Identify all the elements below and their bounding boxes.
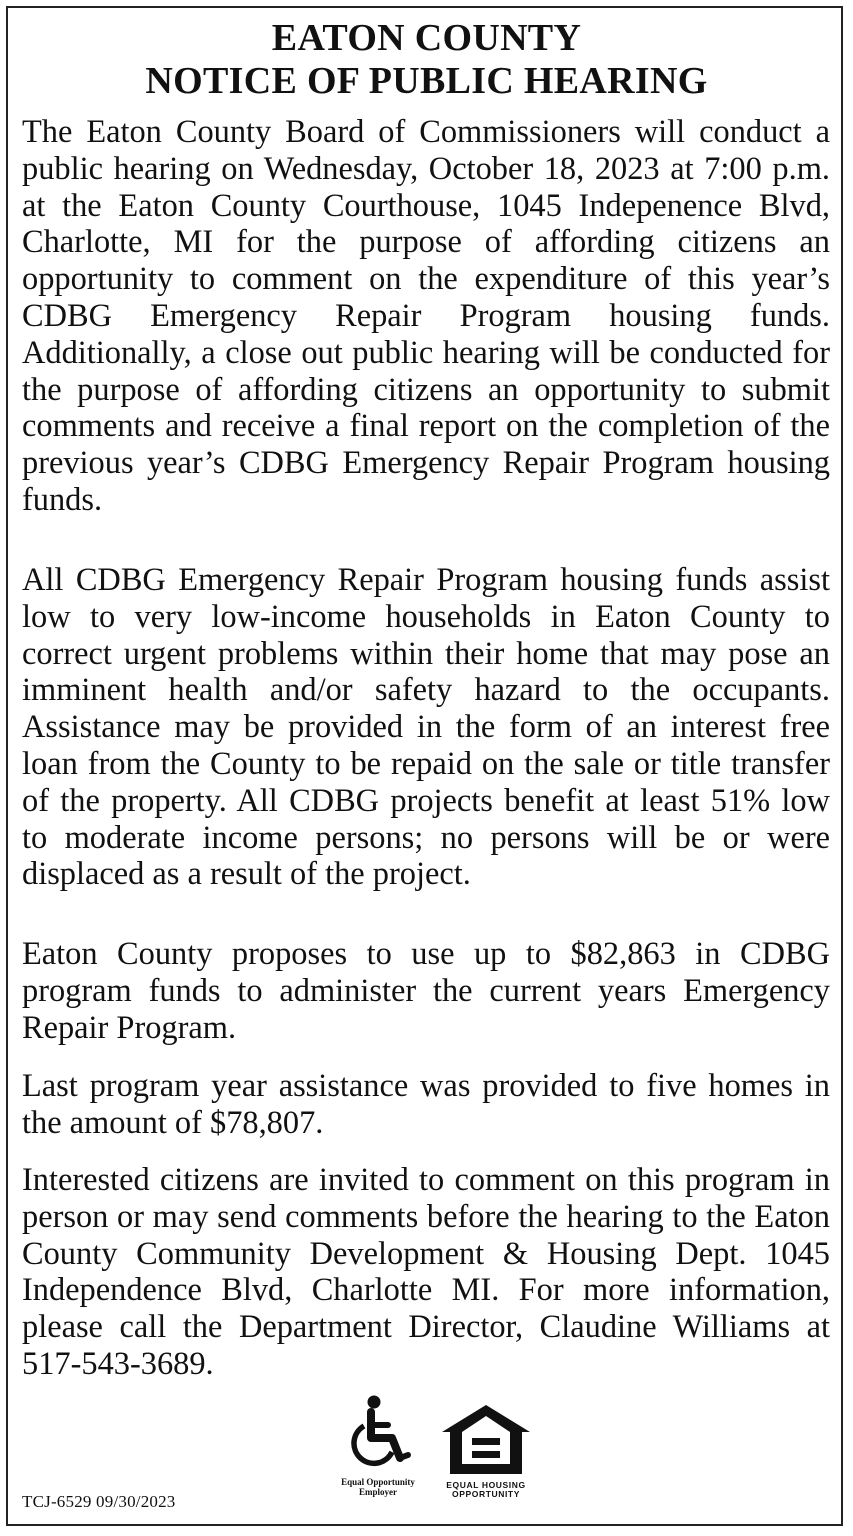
equal-opportunity-employer-logo (332, 1392, 424, 1497)
equal-housing-opportunity-logo (436, 1402, 536, 1499)
paragraph-last-year-assistance: Last program year assistance was provided to five homes in the amount of $78,807. (22, 1068, 830, 1141)
equal-housing-house-icon (438, 1402, 534, 1476)
paragraph-hearing-announcement: The Eaton County Board of Commissioners will conduct a public hearing on Wednesday, October 18, 2023 at 7:00 p.m. at the Eaton County Courthouse, 1045 Indepenence Blvd, Charlotte, MI for the purpose of affording citizens an opportunity to comment on the expenditure of this year’s CDBG Emergency Repair Program housing funds. Additionally, a close out public hearing will be conducted for the purpose of affording citizens an opportunity to submit comments and receive a final report on the completion of the previous year’s CDBG Emergency Repair Program housing funds. (22, 114, 830, 518)
paragraph-comment-invitation: Interested citizens are invited to comment on this program in person or may send comments before the hearing to the Eaton County Community Development & Housing Dept. 1045 Independence Blvd, Charlotte MI. For more information, please call the Department Director, Claudine Williams at 517-543-3689. (22, 1162, 830, 1382)
eho-caption-line1: EQUAL HOUSING (446, 1480, 526, 1490)
paragraph-proposed-funds: Eaton County proposes to use up to $82,863 in CDBG program funds to administer the current years Emergency Repair Program. (22, 936, 830, 1046)
publication-code: TCJ-6529 09/30/2023 (22, 1492, 176, 1511)
paragraph-program-description: All CDBG Emergency Repair Program housing funds assist low to very low-income households in Eaton County to correct urgent problems within their home that may pose an imminent health and/or safety hazard to the occupants. Assistance may be provided in the form of an interest free loan from the County to be repaid on the sale or title transfer of the property. All CDBG projects benefit at least 51% low to moderate income persons; no persons will be or were displaced as a result of the project. (22, 562, 830, 893)
eho-caption-line2: OPPORTUNITY (452, 1489, 520, 1499)
notice-hearing-title: NOTICE OF PUBLIC HEARING (145, 60, 708, 102)
eoe-caption-line2: Employer (359, 1487, 397, 1497)
notice-county-title: EATON COUNTY (271, 17, 582, 59)
wheelchair-accessibility-icon (338, 1392, 418, 1472)
eoe-caption-line1: Equal Opportunity (341, 1477, 415, 1487)
compliance-logos (332, 1392, 542, 1512)
